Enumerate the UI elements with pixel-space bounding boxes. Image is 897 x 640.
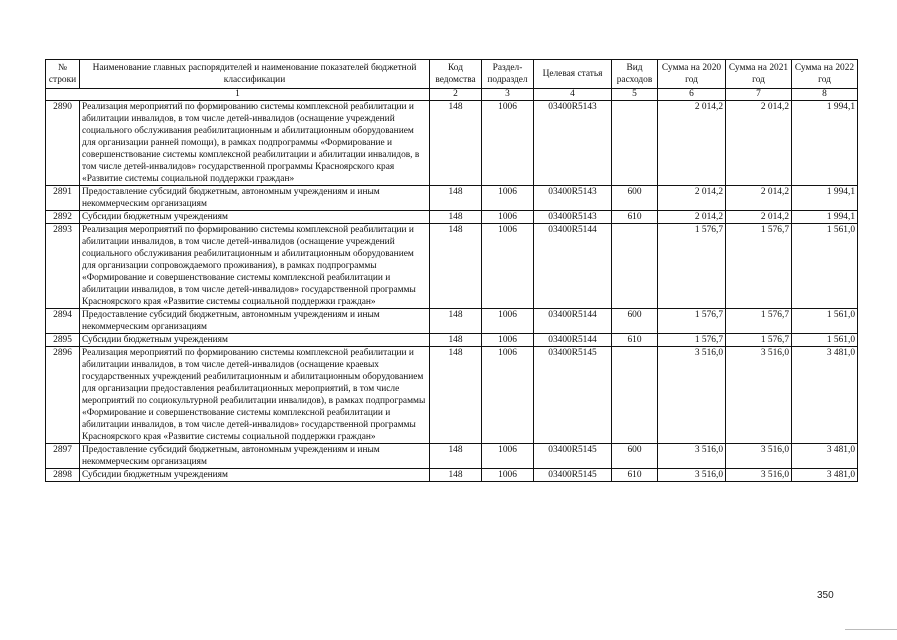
row-department-code: 148 [430, 444, 482, 469]
row-name: Предоставление субсидий бюджетным, автономным учреждениям и иным некоммерческим организациям [80, 186, 430, 211]
row-target-article: 03400R5143 [534, 211, 612, 224]
row-number: 2891 [46, 186, 80, 211]
row-sum-2021: 2 014,2 [726, 186, 792, 211]
header-row [46, 60, 858, 89]
table-body [46, 101, 858, 482]
row-section: 1006 [482, 469, 534, 482]
row-section: 1006 [482, 211, 534, 224]
row-number: 2890 [46, 101, 80, 186]
row-number: 2898 [46, 469, 80, 482]
row-target-article: 03400R5144 [534, 334, 612, 347]
row-name: Реализация мероприятий по формированию системы комплексной реабилитации и абилитации инвалидов, в том числе детей-инвалидов (оснащение учреждений социального обслуживания реабилитационным и абилитационным оборудованием для организации ранней помощи), в рамках подпрограммы «Формирование и совершенствование системы комплексной реабилитации и абилитации инвалидов, в том числе детей-инвалидов» государственной программы Красноярского края «Развитие системы социальной поддержки граждан» [80, 101, 430, 186]
row-department-code: 148 [430, 309, 482, 334]
row-sum-2021: 2 014,2 [726, 101, 792, 186]
row-department-code: 148 [430, 469, 482, 482]
row-sum-2020: 1 576,7 [658, 334, 726, 347]
column-number: 1 [46, 89, 430, 101]
row-target-article: 03400R5145 [534, 469, 612, 482]
row-number: 2893 [46, 224, 80, 309]
row-expense-type [612, 347, 658, 444]
row-name: Реализация мероприятий по формированию системы комплексной реабилитации и абилитации инвалидов, в том числе детей-инвалидов (оснащение краевых государственных учреждений реабилитационным и абилитационным оборудованием для организации предоставления реабилитационных мероприятий, в том числе мероприятий по социокультурной реабилитации инвалидов), в рамках подпрограммы «Формирование и совершенствование системы комплексной реабилитации и абилитации инвалидов, в том числе детей-инвалидов» государственной программы Красноярского края «Развитие системы социальной поддержки граждан» [80, 347, 430, 444]
column-number: 6 [658, 89, 726, 101]
row-sum-2022: 1 561,0 [792, 334, 858, 347]
row-target-article: 03400R5144 [534, 309, 612, 334]
row-section: 1006 [482, 101, 534, 186]
table-row [46, 334, 858, 347]
row-target-article: 03400R5145 [534, 444, 612, 469]
row-sum-2021: 3 516,0 [726, 469, 792, 482]
row-sum-2021: 3 516,0 [726, 347, 792, 444]
column-number-row [46, 89, 858, 101]
row-department-code: 148 [430, 101, 482, 186]
row-department-code: 148 [430, 211, 482, 224]
table-row [46, 186, 858, 211]
row-target-article: 03400R5143 [534, 101, 612, 186]
row-sum-2022: 3 481,0 [792, 347, 858, 444]
column-number: 2 [430, 89, 482, 101]
row-expense-type [612, 101, 658, 186]
row-sum-2021: 2 014,2 [726, 211, 792, 224]
row-section: 1006 [482, 186, 534, 211]
column-number: 3 [482, 89, 534, 101]
row-sum-2022: 3 481,0 [792, 469, 858, 482]
row-sum-2021: 1 576,7 [726, 309, 792, 334]
row-number: 2895 [46, 334, 80, 347]
row-expense-type [612, 224, 658, 309]
row-name: Предоставление субсидий бюджетным, автономным учреждениям и иным некоммерческим организациям [80, 444, 430, 469]
row-expense-type: 610 [612, 469, 658, 482]
row-department-code: 148 [430, 347, 482, 444]
row-expense-type: 600 [612, 309, 658, 334]
row-name: Субсидии бюджетным учреждениям [80, 334, 430, 347]
row-section: 1006 [482, 444, 534, 469]
table-row [46, 309, 858, 334]
page-number: 350 [817, 590, 834, 601]
row-sum-2020: 2 014,2 [658, 186, 726, 211]
row-sum-2022: 1 994,1 [792, 101, 858, 186]
row-section: 1006 [482, 224, 534, 309]
row-target-article: 03400R5144 [534, 224, 612, 309]
row-name: Предоставление субсидий бюджетным, автономным учреждениям и иным некоммерческим организациям [80, 309, 430, 334]
row-sum-2022: 1 994,1 [792, 211, 858, 224]
header-department-code: Код ведомства [430, 60, 482, 89]
row-expense-type: 600 [612, 186, 658, 211]
row-expense-type: 610 [612, 211, 658, 224]
header-target-article: Целевая статья [534, 60, 612, 89]
row-sum-2020: 3 516,0 [658, 444, 726, 469]
row-number: 2892 [46, 211, 80, 224]
column-number: 7 [726, 89, 792, 101]
row-number: 2894 [46, 309, 80, 334]
row-sum-2022: 1 561,0 [792, 309, 858, 334]
row-target-article: 03400R5145 [534, 347, 612, 444]
header-expense-type: Вид расходов [612, 60, 658, 89]
scan-artifact-line [845, 629, 897, 630]
row-sum-2020: 2 014,2 [658, 211, 726, 224]
row-sum-2022: 1 561,0 [792, 224, 858, 309]
row-sum-2020: 1 576,7 [658, 309, 726, 334]
header-sum-2020: Сумма на 2020 год [658, 60, 726, 89]
row-target-article: 03400R5143 [534, 186, 612, 211]
header-row-number: № строки [46, 60, 80, 89]
header-name: Наименование главных распорядителей и наименование показателей бюджетной классификации [80, 60, 430, 89]
budget-table [45, 59, 858, 482]
row-sum-2021: 1 576,7 [726, 334, 792, 347]
row-number: 2896 [46, 347, 80, 444]
row-sum-2020: 3 516,0 [658, 347, 726, 444]
header-sum-2022: Сумма на 2022 год [792, 60, 858, 89]
row-sum-2020: 1 576,7 [658, 224, 726, 309]
row-sum-2021: 1 576,7 [726, 224, 792, 309]
row-section: 1006 [482, 334, 534, 347]
row-expense-type: 600 [612, 444, 658, 469]
header-sum-2021: Сумма на 2021 год [726, 60, 792, 89]
column-number: 5 [612, 89, 658, 101]
column-number: 8 [792, 89, 858, 101]
row-department-code: 148 [430, 224, 482, 309]
row-sum-2020: 3 516,0 [658, 469, 726, 482]
row-sum-2022: 3 481,0 [792, 444, 858, 469]
row-section: 1006 [482, 309, 534, 334]
table-row [46, 347, 858, 444]
row-name: Реализация мероприятий по формированию системы комплексной реабилитации и абилитации инвалидов, в том числе детей-инвалидов (оснащение учреждений социального обслуживания реабилитационным и абилитационным оборудованием для организации сопровождаемого проживания), в рамках подпрограммы «Формирование и совершенствование системы комплексной реабилитации и абилитации инвалидов, в том числе детей-инвалидов» государственной программы Красноярского края «Развитие системы социальной поддержки граждан» [80, 224, 430, 309]
row-department-code: 148 [430, 186, 482, 211]
row-sum-2021: 3 516,0 [726, 444, 792, 469]
row-sum-2020: 2 014,2 [658, 101, 726, 186]
table-row [46, 469, 858, 482]
row-department-code: 148 [430, 334, 482, 347]
row-section: 1006 [482, 347, 534, 444]
table-row [46, 101, 858, 186]
table-row [46, 444, 858, 469]
row-name: Субсидии бюджетным учреждениям [80, 211, 430, 224]
header-section: Раздел-подраздел [482, 60, 534, 89]
row-name: Субсидии бюджетным учреждениям [80, 469, 430, 482]
table-row [46, 224, 858, 309]
row-sum-2022: 1 994,1 [792, 186, 858, 211]
row-expense-type: 610 [612, 334, 658, 347]
table-row [46, 211, 858, 224]
column-number: 4 [534, 89, 612, 101]
row-number: 2897 [46, 444, 80, 469]
